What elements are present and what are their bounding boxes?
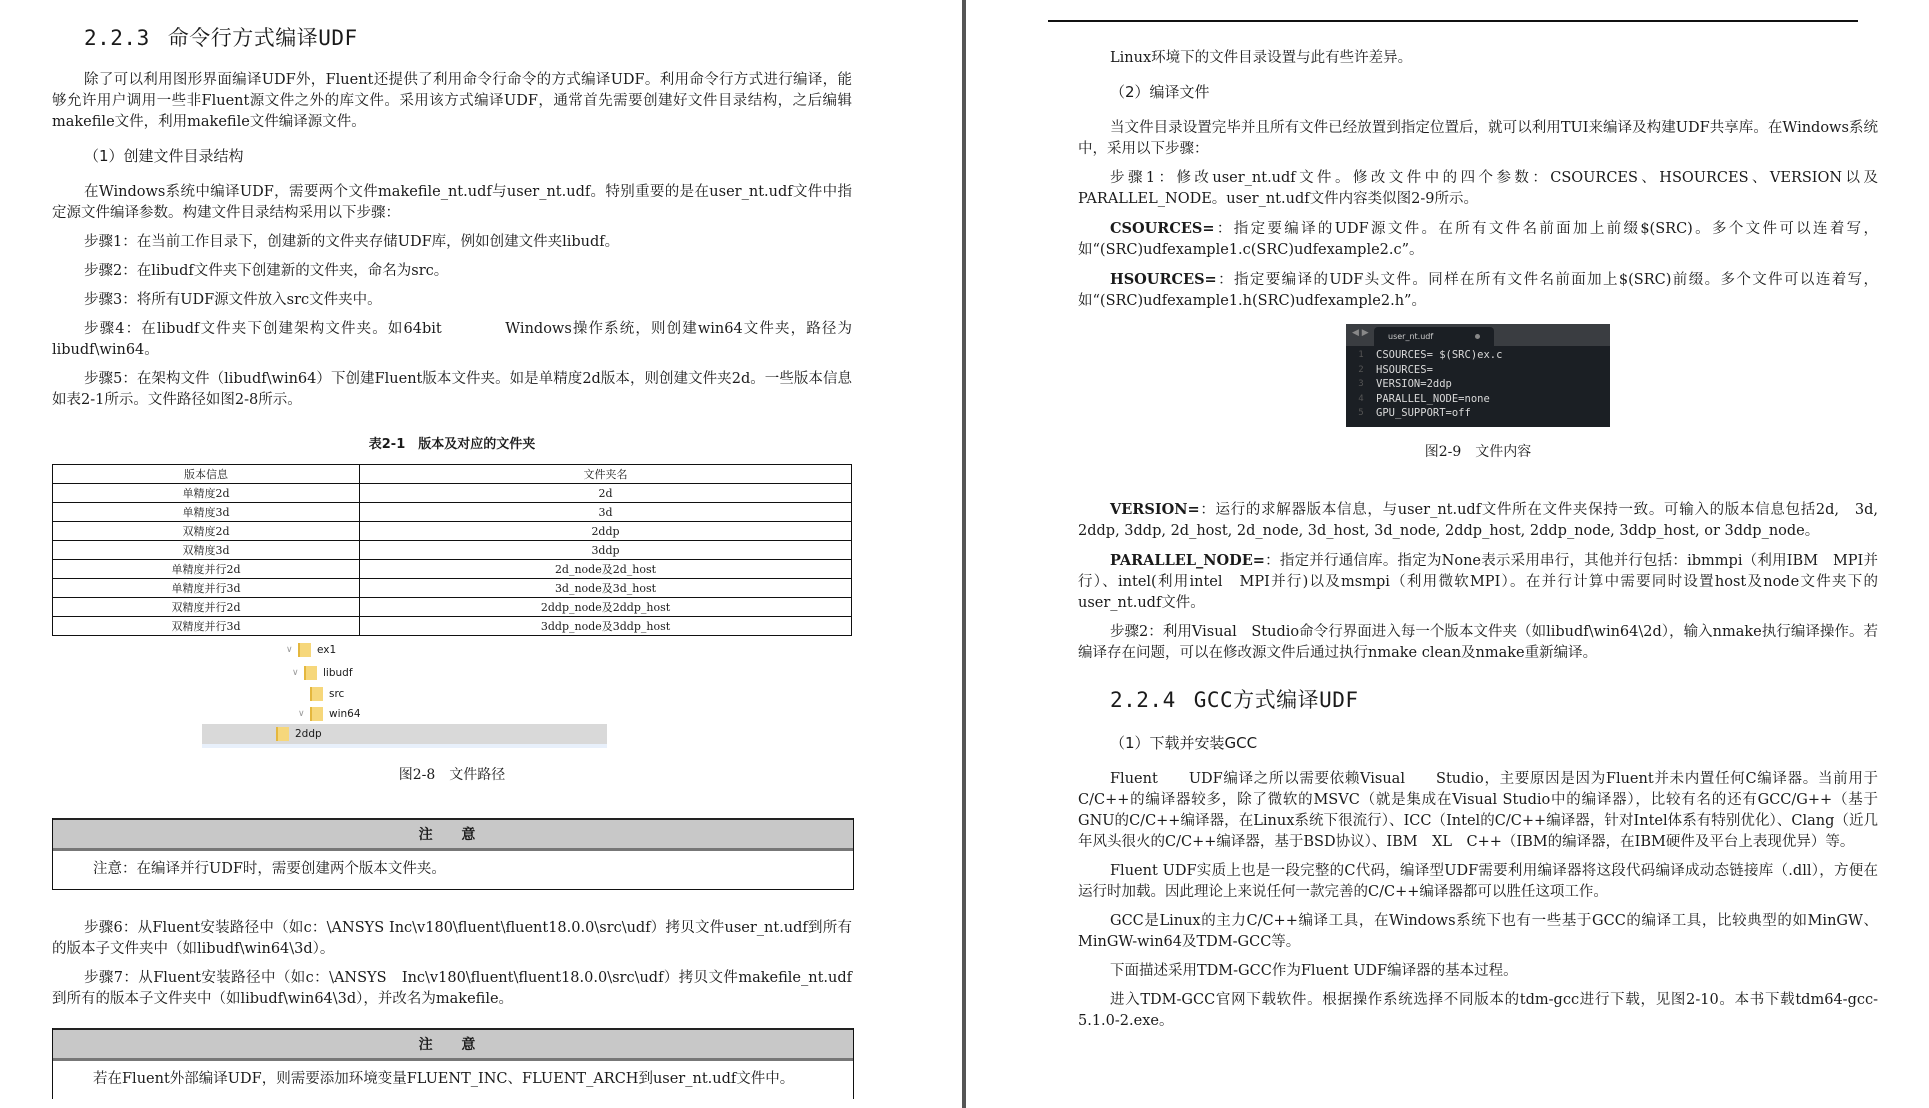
table-cell: 3d [360,503,852,522]
code-line: 3 VERSION=2ddp [1358,378,1452,390]
table-cell: 单精度并行3d [53,579,360,598]
left-page [0,0,962,1108]
figure-caption-2-8: 图2-8 文件路径 [398,767,506,783]
table-cell: 3ddp [360,541,852,560]
version-key: VERSION= [1110,500,1200,518]
table-cell: 单精度并行2d [53,560,360,579]
table-row [53,617,852,636]
table-header: 版本信息 [53,465,360,484]
header-rule [1048,20,1858,22]
linux-note-paragraph: Linux环境下的文件目录设置与此有些许差异。 [1110,50,1413,66]
right-page [970,0,1929,1108]
folder-icon [276,727,289,741]
compile-step-2: 步骤2：利用Visual Studio命令行界面进入每一个版本文件夹（如libudf\win64\2d），输入nmake执行编译操作。若编译存在问题，可以在修改源文件后通过执行nmake clean及nmake重新编译。 [1078,623,1878,661]
hsources-paragraph: HSOURCES=：指定要编译的UDF头文件。同样在所有文件名前面加上$(SRC)前缀。多个文件可以连着写，如“(SRC)udfexample1.h(SRC)udfexample2.h”。 [1078,271,1878,309]
code-line: 4 PARALLEL_NODE=none [1358,392,1490,405]
compile-paragraph: 当文件目录设置完毕并且所有文件已经放置到指定位置后，就可以利用TUI来编译及构建UDF共享库。在Windows系统中，采用以下步骤： [1078,120,1878,157]
note-body: 注意：在编译并行UDF时，需要创建两个版本文件夹。 [53,851,853,890]
tree-item-ex1 [286,640,336,660]
section-number: 2.2.4 [1110,687,1176,712]
version-folder-table [52,464,852,636]
code-content [1346,346,1610,427]
windows-paragraph: 在Windows系统中编译UDF，需要两个文件makefile_nt.udf与user_nt.udf。特别重要的是在user_nt.udf文件中指定源文件编译参数。构建文件目录结构采用以下步骤： [52,184,852,221]
chevron-down-icon: ∨ [298,709,305,719]
note-box-parallel [52,818,854,890]
parallel-node-key: PARALLEL_NODE= [1110,551,1265,569]
table-cell: 3d_node及3d_host [360,579,852,598]
tree-item-2ddp [202,724,607,744]
editor-tab-bar [1346,324,1610,346]
subsection-heading-create-dirs: （1）创建文件目录结构 [84,147,244,165]
note-title: 注 意 [53,1028,853,1061]
unsaved-dot-icon [1475,334,1480,339]
note-box-env-vars [52,1028,854,1099]
code-line: 5 GPU_SUPPORT=off [1358,407,1471,419]
compile-step-1: 步骤1：修改user_nt.udf文件。修改文件中的四个参数：CSOURCES、HSOURCES、VERSION以及PARALLEL_NODE。user_nt.udf文件内容类似图2-9所示。 [1078,170,1878,207]
table-row [53,560,852,579]
note-body: 若在Fluent外部编译UDF，则需要添加环境变量FLUENT_INC、FLUENT_ARCH到user_nt.udf文件中。 [93,1071,795,1087]
csources-key: CSOURCES= [1110,220,1215,237]
table-row [53,579,852,598]
folder-icon [304,666,317,680]
left-page-content [52,22,852,1099]
tree-item-label: win64 [329,708,361,720]
code-line: 1 CSOURCES= $(SRC)ex.c [1358,349,1503,361]
table-cell: 双精度并行2d [53,598,360,617]
editor-tab: user_nt.udf [1374,327,1494,346]
gcc-paragraph: Fluent UDF编译之所以需要依赖Visual Studio，主要原因是因为Fluent并未内置任何C编译器。当前用于C/C++的编译器较多，除了微软的MSVC（就是集成在Visual Studio中的编译器），比较有名的还有GCC/G++（基于GNU的C/C++编译器，在Linux系统下很流行）、ICC（Intel的C/C++编译器，针对Intel体系有特别优化）、Clang（近几年风头很火的C/C++编译器，基于BSD协议）、IBM XL C++（IBM的编译器，在IBM硬件及平台上表现优异）等。 [1078,770,1878,850]
gcc-paragraph: GCC是Linux的主力C/C++编译工具，在Windows系统下也有一些基于GCC的编译工具，比较典型的如MinGW、MinGW-win64及TDM-GCC等。 [1078,912,1878,950]
section-title: GCC方式编译UDF [1193,687,1359,712]
table-row [53,598,852,617]
parallel-node-paragraph: PARALLEL_NODE=：指定并行通信库。指定为None表示采用串行，其他并行包括：ibmmpi（利用IBM MPI并行）、intel(利用intel MPI并行)以及msmpi（利用微软MPI）。在并行计算中需要同时设置host及node文件夹下的user_nt.udf文件。 [1078,551,1878,611]
section-title: 命令行方式编译UDF [167,26,358,50]
step-3: 步骤3：将所有UDF源文件放入src文件夹中。 [84,292,382,308]
tree-item-src [310,684,344,704]
tree-item-label: 2ddp [295,728,322,740]
code-line: 2 HSOURCES= [1358,363,1433,376]
section-number: 2.2.3 [84,26,150,50]
tree-item-label: ex1 [317,644,337,656]
tree-item-libudf [292,663,353,683]
table-header: 文件夹名 [360,465,852,484]
figure-caption-2-9: 图2-9 文件内容 [1424,443,1532,460]
table-cell: 2d [360,484,852,503]
tree-item-label: src [329,688,345,700]
chevron-down-icon: ∨ [286,645,293,655]
chevron-down-icon: ∨ [292,668,299,678]
folder-tree-figure [250,640,655,750]
table-cell: 双精度3d [53,541,360,560]
hsources-key: HSOURCES= [1110,271,1217,288]
subsection-heading-compile: （2）编译文件 [1110,83,1210,101]
tree-item-win64 [298,704,361,724]
nav-arrows-icon: ◀ ▶ [1352,328,1369,338]
step-4: 步骤4：在libudf文件夹下创建架构文件夹。如64bit Windows操作系统，则创建win64文件夹，路径为libudf\win64。 [52,321,852,358]
table-caption: 表2-1 版本及对应的文件夹 [368,437,536,452]
tree-item-label: libudf [323,667,353,679]
step-5: 步骤5：在架构文件（libudf\win64）下创建Fluent版本文件夹。如是单精度2d版本，则创建文件夹2d。一些版本信息如表2-1所示。文件路径如图2-8所示。 [52,371,852,408]
subsection-heading-install-gcc: （1）下载并安装GCC [1110,733,1258,752]
folder-icon [298,643,311,657]
section-heading-2-2-3 [84,22,852,52]
table-cell: 双精度并行3d [53,617,360,636]
table-row [53,484,852,503]
gcc-paragraph: Fluent UDF实质上也是一段完整的C代码，编译型UDF需要利用编译器将这段代码编译成动态链接库（.dll），方便在运行时加载。因此理论上来说任何一款完善的C/C++编译器都可以胜任这项工作。 [1078,862,1878,900]
intro-paragraph: 除了可以利用图形界面编译UDF外，Fluent还提供了利用命令行命令的方式编译UDF。利用命令行方式进行编译，能够允许用户调用一些非Fluent源文件之外的库文件。采用该方式编译UDF，通常首先需要创建好文件目录结构，之后编辑makefile文件，利用makefile文件编译源文件。 [52,72,852,130]
gcc-paragraph: 下面描述采用TDM-GCC作为Fluent UDF编译器的基本过程。 [1110,962,1518,979]
step-1: 步骤1：在当前工作目录下，创建新的文件夹存储UDF库，例如创建文件夹libudf。 [84,234,620,250]
step-7: 步骤7：从Fluent安装路径中（如c：\ANSYS Inc\v180\fluent\fluent18.0.0\src\udf）拷贝文件makefile_nt.udf到所有的版本子文件夹中（如libudf\win64\3d），并改名为makefile。 [52,970,852,1007]
table-cell: 2ddp [360,522,852,541]
table-row [53,541,852,560]
version-paragraph: VERSION=：运行的求解器版本信息，与user_nt.udf文件所在文件夹保持一致。可输入的版本信息包括2d, 3d, 2ddp, 3ddp, 2d_host, 2d_node, 3d_host, 3d_node, 2ddp_host, 2ddp_node, 3ddp_host, or 3ddp_node。 [1078,500,1878,539]
table-cell: 单精度3d [53,503,360,522]
table-header-row [53,465,852,484]
csources-paragraph: CSOURCES=：指定要编译的UDF源文件。在所有文件名前面加上前缀$(SRC)。多个文件可以连着写，如“(SRC)udfexample1.c(SRC)udfexample2.c”。 [1078,220,1878,258]
table-cell: 双精度2d [53,522,360,541]
step-6: 步骤6：从Fluent安装路径中（如c：\ANSYS Inc\v180\fluent\fluent18.0.0\src\udf）拷贝文件user_nt.udf到所有的版本子文件夹中（如libudf\win64\3d）。 [52,920,852,957]
section-heading-2-2-4 [1110,684,1878,714]
step-2: 步骤2：在libudf文件夹下创建新的文件夹，命名为src。 [84,263,449,279]
gcc-paragraph: 进入TDM-GCC官网下载软件。根据操作系统选择不同版本的tdm-gcc进行下载，见图2-10。本书下载tdm64-gcc-5.1.0-2.exe。 [1078,991,1878,1029]
table-row [53,522,852,541]
page-divider [962,0,966,1108]
right-page-content [1078,20,1878,1040]
note-title: 注 意 [53,818,853,851]
table-cell: 单精度2d [53,484,360,503]
code-editor-figure [1346,324,1610,427]
table-row [53,503,852,522]
table-cell: 2d_node及2d_host [360,560,852,579]
table-cell: 3ddp_node及3ddp_host [360,617,852,636]
folder-icon [310,707,323,721]
table-cell: 2ddp_node及2ddp_host [360,598,852,617]
folder-icon [310,687,323,701]
